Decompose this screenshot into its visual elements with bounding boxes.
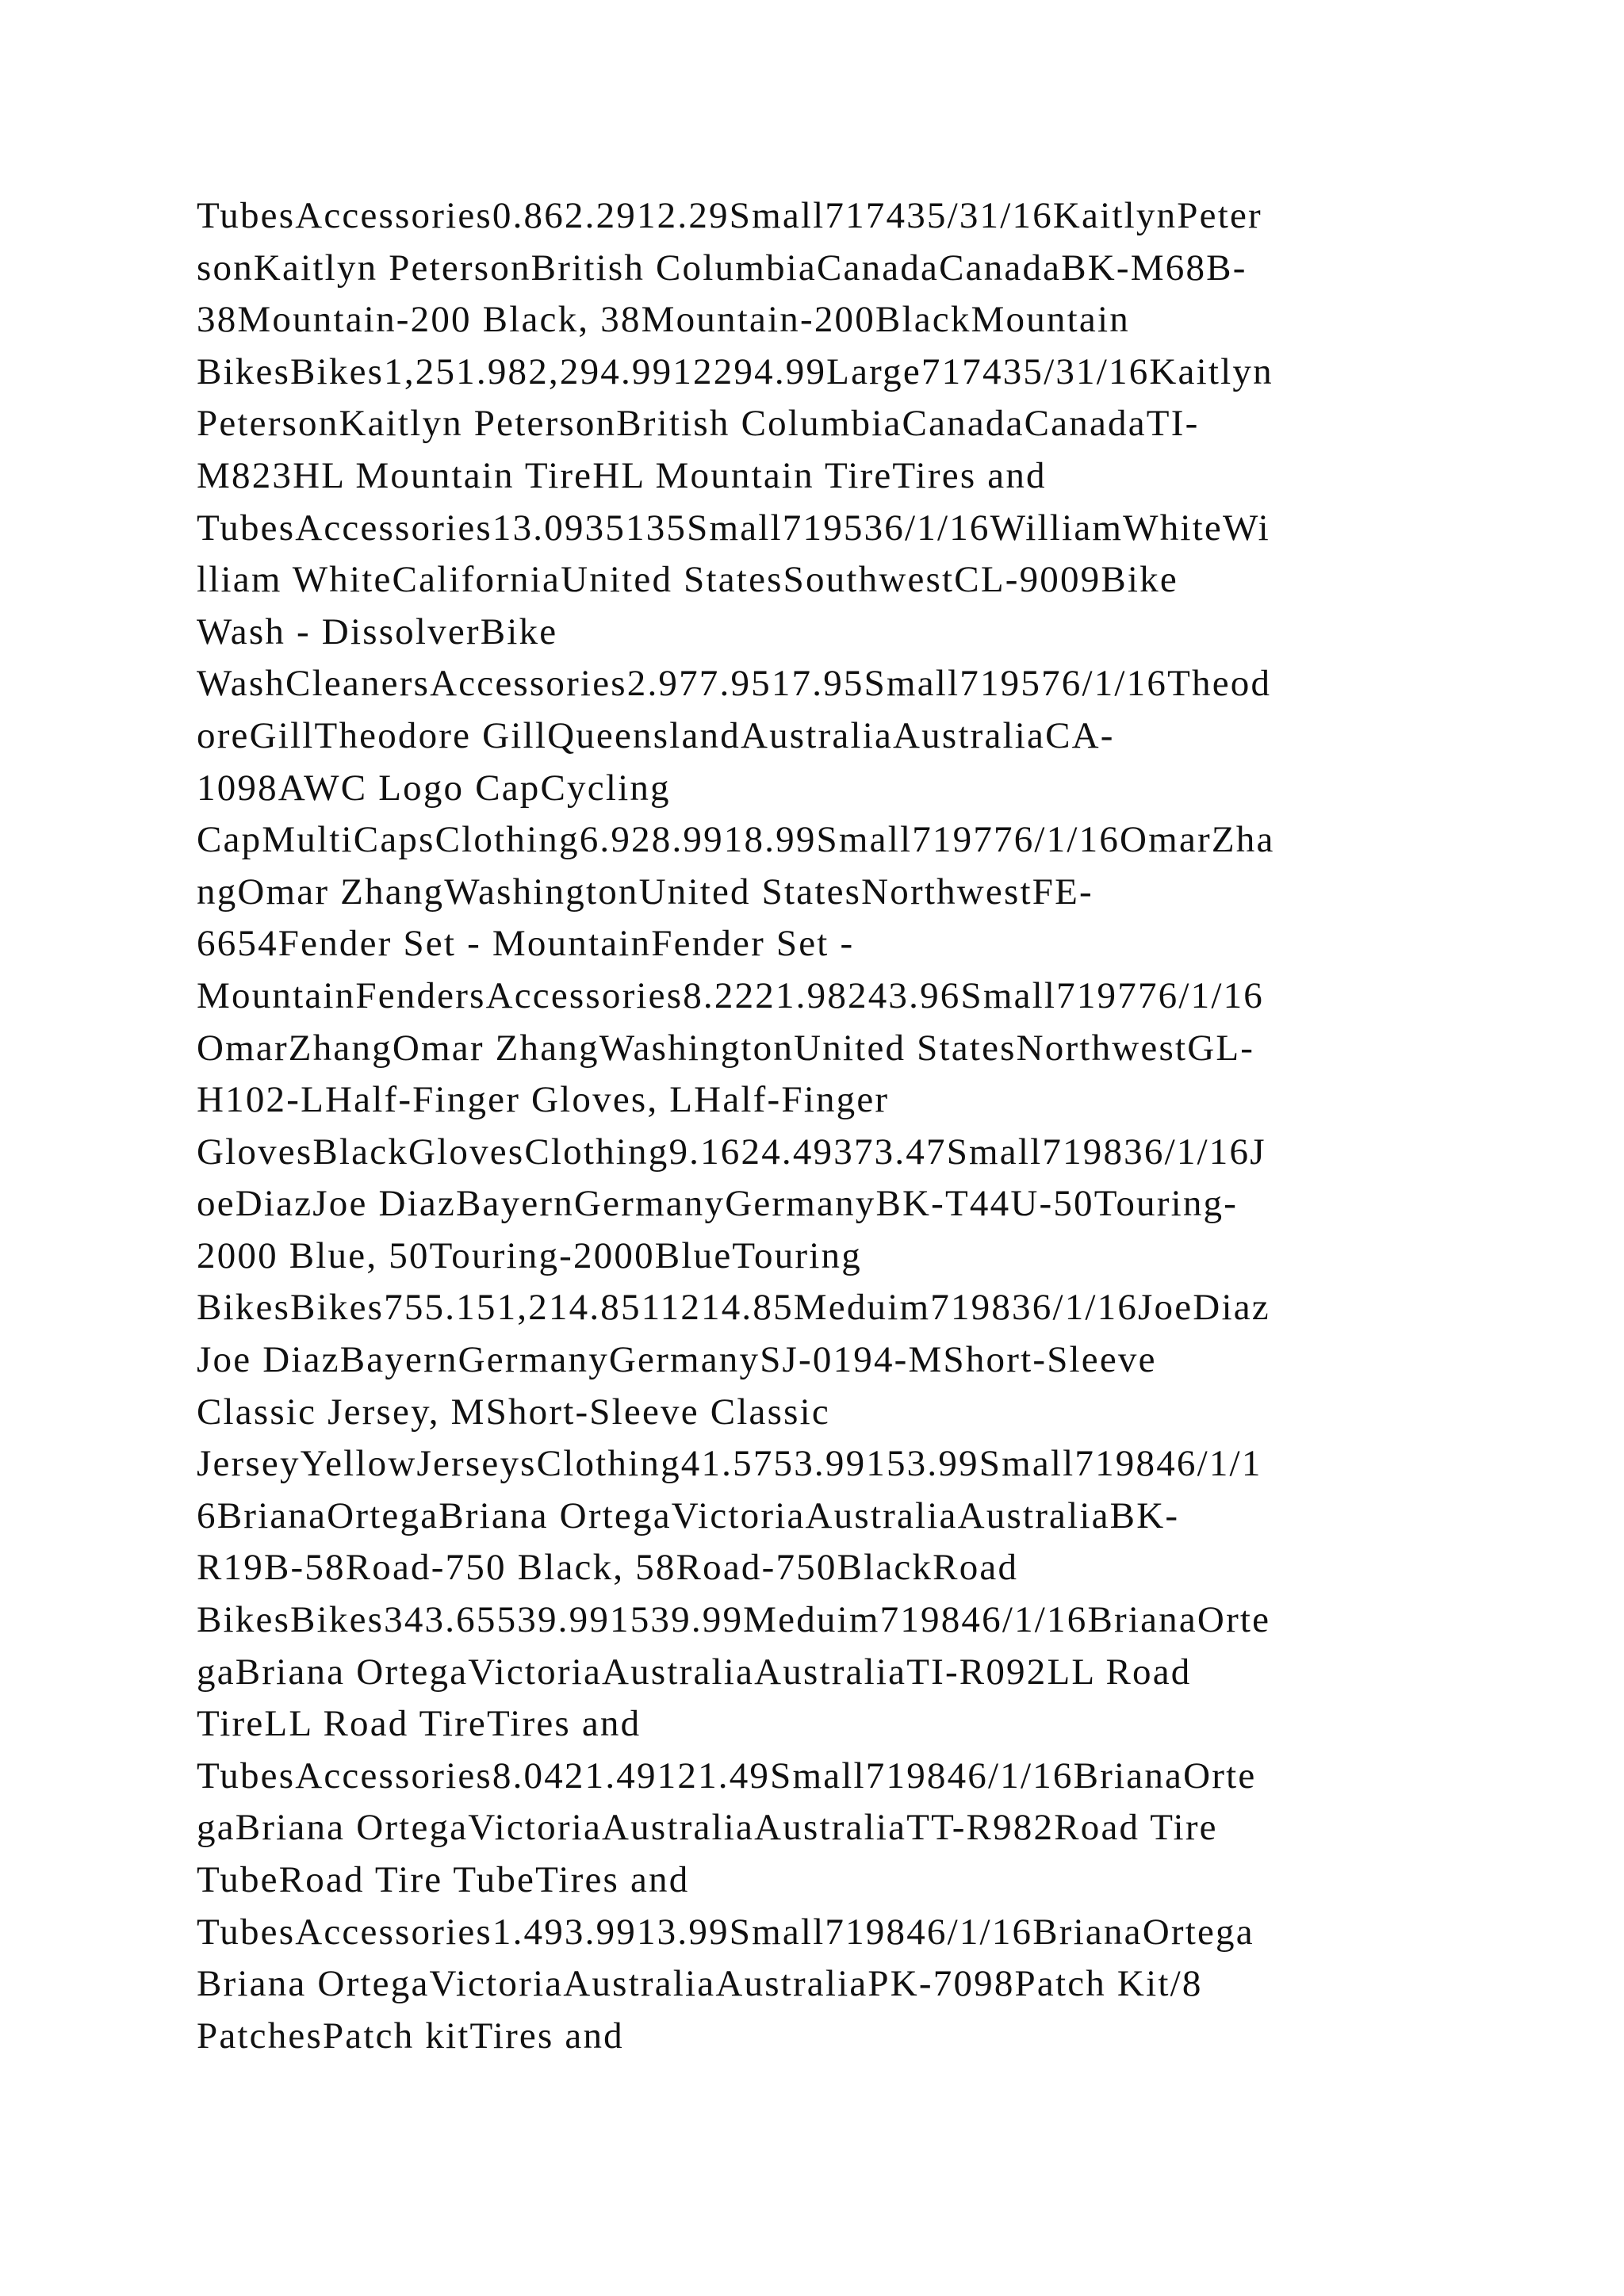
text-line: gaBriana OrtegaVictoriaAustraliaAustraliaTT-R982Road Tire [197,1807,1218,1849]
text-line: 1098AWC Logo CapCycling [197,767,671,809]
text-line: PetersonKaitlyn PetersonBritish ColumbiaCanadaCanadaTI- [197,403,1200,445]
text-line: TubeRoad Tire TubeTires and [197,1859,690,1900]
text-line: PatchesPatch kitTires and [197,2015,624,2057]
text-line: Wash - DissolverBike [197,610,558,652]
text-line: 38Mountain-200 Black, 38Mountain-200BlackMountain [197,299,1130,341]
text-line: ngOmar ZhangWashingtonUnited StatesNorthwestFE- [197,871,1094,913]
text-line: sonKaitlyn PetersonBritish ColumbiaCanadaCanadaBK-M68B- [197,247,1247,289]
text-line: oreGillTheodore GillQueenslandAustraliaAustraliaCA- [197,714,1115,756]
text-line: oeDiazJoe DiazBayernGermanyGermanyBK-T44U-50Touring- [197,1183,1239,1225]
document-text-block [197,190,1465,2062]
text-line: TubesAccessories1.493.9913.99Small719846/1/16BrianaOrtega [197,1911,1254,1953]
text-line: 2000 Blue, 50Touring-2000BlueTouring [197,1234,862,1276]
text-line: TireLL Road TireTires and [197,1703,642,1745]
text-line: 6BrianaOrtegaBriana OrtegaVictoriaAustraliaAustraliaBK- [197,1494,1180,1536]
text-line: OmarZhangOmar ZhangWashingtonUnited StatesNorthwestGL- [197,1027,1255,1069]
text-line: GlovesBlackGlovesClothing9.1624.49373.47Small719836/1/16J [197,1131,1266,1173]
text-line: R19B-58Road-750 Black, 58Road-750BlackRoad [197,1547,1019,1589]
text-line: BikesBikes1,251.982,294.9912294.99Large717435/31/16Kaitlyn [197,350,1274,392]
text-line: BikesBikes343.65539.991539.99Meduim719846/1/16BrianaOrte [197,1599,1271,1641]
text-line: TubesAccessories8.0421.49121.49Small719846/1/16BrianaOrte [197,1755,1257,1797]
text-line: TubesAccessories0.862.2912.29Small717435/31/16KaitlynPeter [197,195,1262,236]
text-line: BikesBikes755.151,214.8511214.85Meduim719836/1/16JoeDiaz [197,1287,1270,1329]
text-line: TubesAccessories13.0935135Small719536/1/16WilliamWhiteWi [197,507,1270,549]
text-line: gaBriana OrtegaVictoriaAustraliaAustraliaTI-R092LL Road [197,1651,1192,1693]
text-line: WashCleanersAccessories2.977.9517.95Small719576/1/16Theod [197,663,1272,705]
text-line: Joe DiazBayernGermanyGermanySJ-0194-MShort-Sleeve [197,1339,1157,1381]
text-line: lliam WhiteCaliforniaUnited StatesSouthwestCL-9009Bike [197,559,1178,601]
text-line: MountainFendersAccessories8.2221.98243.96Small719776/1/16 [197,974,1264,1016]
text-line: CapMultiCapsClothing6.928.9918.99Small719776/1/16OmarZha [197,819,1275,861]
text-line: Briana OrtegaVictoriaAustraliaAustraliaPK-7098Patch Kit/8 [197,1963,1203,2005]
text-line: 6654Fender Set - MountainFender Set - [197,923,855,965]
text-line: Classic Jersey, MShort-Sleeve Classic [197,1391,830,1433]
text-line: M823HL Mountain TireHL Mountain TireTires and [197,454,1047,496]
text-line: JerseyYellowJerseysClothing41.5753.99153.99Small719846/1/1 [197,1443,1262,1485]
text-line: H102-LHalf-Finger Gloves, LHalf-Finger [197,1079,890,1121]
